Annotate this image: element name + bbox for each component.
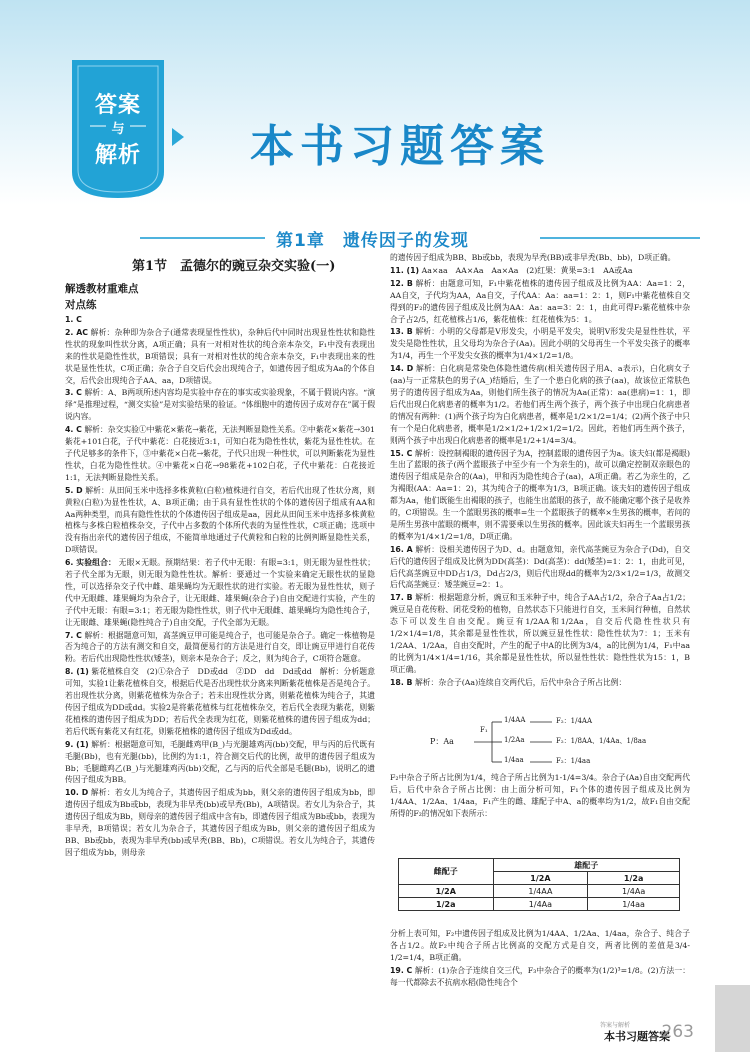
row-2-left: 1/2Aa (504, 736, 525, 744)
answer-text: 解析：根据题意可知，高茎豌豆甲可能是纯合子，也可能是杂合子。确定一株植物是否为纯合子的方法有测交和自交，最简便易行的方法是进行自交，即让豌豆甲进行自花传粉。若后代出现隐性性状(矮茎)，则亲本是杂合子；反之，则为纯合子，C项符合题意。 (65, 630, 376, 664)
answer-item (65, 327, 375, 387)
answer-badge (72, 60, 164, 200)
answer-text: 解析：(1)杂合子连续自交三代，F₃中杂合子的概率为(1/2)³=1/8。(2)方法一：每一代都除去不抗病水稻(隐性纯合个 (390, 965, 690, 987)
answer-number: 3. C (65, 388, 82, 398)
table-corner: 雌配子 (399, 859, 494, 885)
answer-text: 解析：杂交实验①中紫花×紫花→紫花，无法判断显隐性关系。②中紫花×紫花→301紫花+101白花，子代中紫花：白花接近3:1，可知白花为隐性性状，紫花为显性性状。在子代足够多的条件下，③中紫花×白花→紫花，子代只出现一种性状，可以判断紫花为显性性状，白花为隐性性状。④中紫花×白花→98紫花+102白花，子代中紫花：白花接近1:1，无法判断显隐性关系。 (65, 425, 375, 482)
answer-number: 8. (1) (65, 667, 89, 677)
left-answer-column (65, 314, 375, 1019)
answer-item (390, 544, 690, 592)
answer-number: 16. A (390, 544, 413, 554)
answer-number: 7. C (65, 630, 82, 640)
cross-diagram (430, 714, 670, 770)
answer-number: 2. AC (65, 327, 89, 337)
subheading-explain: 解透教材重难点 (65, 283, 139, 295)
gamete-table (398, 858, 680, 911)
answer-number: 4. C (65, 425, 82, 435)
answer-item (65, 314, 375, 326)
table-cell: 1/4AA (493, 885, 588, 898)
row-2-right: F₂：1/8AA、1/4Aa、1/8aa (556, 737, 647, 745)
right-answer-column-2 (390, 772, 690, 852)
badge-line-1: 答案 (94, 93, 141, 118)
answer-text: 解析：小明的父母都是V形发尖，小明是平发尖，说明V形发尖是显性性状，平发尖是隐性性状，且父母均为杂合子(Aa)。因此小明的父母再生一个平发尖孩子的概率为1/4，再生一个平发尖女孩的概率为1/4×1/2=1/8。 (390, 327, 690, 361)
table-cell: 1/4aa (588, 898, 680, 911)
table-male-header: 雄配子 (493, 859, 679, 872)
f1-label: F₁ (480, 726, 488, 734)
page-edge-tab (715, 985, 750, 1052)
answer-item (390, 965, 690, 989)
row-3-right: F₂：1/4aa (556, 757, 591, 765)
row-1-right: F₂：1/4AA (556, 717, 593, 725)
answer-number: 17. B (390, 593, 413, 603)
chapter-title: 第1章 遗传因子的发现 (276, 231, 469, 251)
answer-item (390, 677, 690, 689)
answer-number: 9. (1) (65, 739, 89, 749)
answer-item (65, 666, 375, 737)
table-cell: 1/4Aa (588, 885, 680, 898)
answer-number: 15. C (390, 448, 413, 458)
answer-item (65, 424, 375, 484)
chapter-heading (140, 228, 700, 251)
answer-number: 5. D (65, 485, 83, 495)
right-answer-column (390, 252, 691, 687)
answer-item (390, 448, 690, 543)
answer-text: 解析：由题意可知，F₁中紫花植株的遗传因子组成及比例为AA：Aa=1：2，AA自交，子代均为AA，Aa自交，子代AA：Aa：aa=1：2：1，则F₁中紫花植株自交得到的F₂的遗传因子组成及比例为AA：Aa：aa=3：2：1，由此可得F₂紫花植株中杂合子占2/5，红花植株占1/6，紫花植株：红花植株为5：1。 (390, 278, 690, 324)
answer-text: 解析：杂合子(Aa)连续自交两代后，后代中杂合子所占比例： (414, 677, 627, 687)
badge-line-2: 与 (111, 122, 125, 137)
answer-item (390, 278, 690, 326)
answer-item (390, 772, 690, 820)
footer-small-label: 答案与解析 (599, 1022, 630, 1029)
answer-item (390, 265, 690, 277)
answer-item (65, 387, 375, 423)
answer-text: 解析：设控制褐眼的遗传因子为A，控制蓝眼的遗传因子为a。该夫妇(都是褐眼)生出了蓝眼的孩子(两个蓝眼孩子中至少有一个为亲生的)，故可以确定控制双亲眼色的遗传因子组成是杂合的(Aa)，甲和丙为隐性纯合子(aa)，A项正确。若乙为亲生的，乙为褐眼(AA：Aa=1：2)，其为纯合子的概率为1/3，B项正确。该夫妇的遗传因子组成都为Aa，他们既能生出褐眼的孩子，也能生出蓝眼的孩子，故不能确定哪个孩子是收养的，C项错误。生一个蓝眼男孩的概率=生一个蓝眼孩子的概率×生男孩的概率，若问的是所生男孩中蓝眼的概率，则不需要乘以生男孩的概率。因此该夫妇再生一个蓝眼男孩的概率为1/4×1/2=1/8，D项正确。 (390, 448, 691, 541)
answer-text: 的遗传因子组成为BB、Bb或bb，表现为早秃(BB)或非早秃(Bb、bb)，D项正确。 (390, 253, 676, 262)
answer-item (65, 630, 375, 666)
footer-title: 本书习题答案 (604, 1030, 670, 1043)
answer-number: 6. 实验组合： (65, 558, 117, 568)
row-3-left: 1/4aa (504, 756, 524, 764)
answer-text: 解析：根据题意分析，豌豆和玉米种子中，纯合子AA占1/2，杂合子Aa占1/2；豌豆是自花传粉、闭花受粉的植物，自然状态下只能进行自交，玉米间行种植，自然状态下可以发生自由交配。豌豆有1/2AA和1/2Aa，自交后代隐性性状只有1/2×1/4=1/8，其余都是显性性状，所以豌豆显性性状：隐性性状为7：1；玉米有1/2AA、1/2Aa，自由交配时，产生的配子中A的比例为3/4，a的比例为1/4，F₁中aa的比例为1/4×1/4=1/16，其余都是显性性状，所以显性性状：隐性性状为15：1，B项正确。 (390, 593, 690, 674)
answer-number: 12. B (390, 278, 413, 288)
table-col-header: 1/2A (493, 872, 588, 885)
row-1-left: 1/4AA (504, 716, 526, 724)
answer-text: F₂中杂合子所占比例为1/4，纯合子所占比例为1-1/4=3/4。杂合子(Aa)自由交配两代后，后代中杂合子所占比例：由上面分析可知，F₁个体的遗传因子组成及比例为1/4AA、1/2Aa、1/4aa，F₁产生的雌、雄配子中A、a的概率均为1/2，故F₁自由交配所得的F₂的情况如下表所示： (390, 773, 690, 818)
answer-text: 解析：杂种即为杂合子(通常表现显性性状)，杂种后代中同时出现显性性状和隐性性状的现象叫性状分离，A项正确；具有一对相对性状的纯合亲本杂交，F₁中没有表现出来的性状是隐性性状，B项错误；具有一对相对性状的纯合亲本杂交，F₁中表现出来的性状是显性性状，C项正确；杂合子自交后代会出现纯合子，如遗传因子组成为Aa的个体自交，后代会出现纯合子AA、aa，D项错误。 (65, 327, 376, 385)
answer-number: 11. (1) (390, 265, 420, 275)
badge-line-3: 解析 (94, 143, 141, 168)
table-col-header: 1/2a (588, 872, 680, 885)
table-cell: 1/4Aa (493, 898, 588, 911)
answer-text: 解析：若女儿为纯合子，其遗传因子组成为bb，则父亲的遗传因子组成为bb，即遗传因子组成为Bb或bb，表现为非早秃(bb)或早秃(Bb)，A项错误。若女儿为杂合子，其遗传因子组成为Bb，则母亲的遗传因子组成中含有b，即遗传因子组成为Bb或bb，表现为非早秃，B项错误；若女儿为杂合子，其遗传因子组成为Bb，则父亲的遗传因子组成为BB、Bb或bb，表现为非早秃(bb)或早秃(BB、Bb)，C项错误。若女儿为纯合子，其遗传因子组成为bb，则母亲 (65, 788, 375, 857)
table-row-header: 1/2A (399, 885, 494, 898)
answer-item (65, 787, 375, 858)
answer-item (390, 592, 690, 675)
divider (540, 237, 700, 239)
answer-text: 解析：A、B两项所述内容均是实验中存在的事实或实验现象，不属于假说内容。“演绎”是推理过程，“测交实验”是对实验结果的验证。“体细胞中的遗传因子成对存在”属于假说内容。 (65, 388, 375, 422)
answer-number: 1. C (65, 315, 82, 324)
divider (140, 237, 265, 239)
right-answer-column-3 (390, 928, 690, 1018)
answer-text: 解析：根据题意可知，毛腿雌鸡甲(B_)与光腿雄鸡丙(bb)交配，甲与丙的后代既有毛腿(Bb)，也有光腿(bb)，比例约为1:1，符合测交后代的比例，故甲的遗传因子组成为Bb；毛腿雌鸡乙(B_)与光腿雄鸡丙(bb)交配，乙与丙的后代全部是毛腿(Bb)，说明乙的遗传因子组成为BB。 (65, 739, 376, 785)
table-row-header: 1/2a (399, 898, 494, 911)
subheading-practice: 对点练 (65, 299, 97, 311)
p-label: P：Aa (430, 737, 454, 746)
page-title: 本书习题答案 (250, 121, 550, 172)
table-row (399, 898, 680, 911)
answer-item (390, 252, 690, 264)
answer-item (65, 739, 375, 787)
answer-number: 13. B (390, 327, 413, 337)
answer-item (390, 928, 690, 964)
answer-item (390, 363, 690, 446)
answer-number: 19. C (390, 965, 413, 975)
answer-text: 解析：从田间玉米中选择多株黄粒(白粒)植株进行自交，若后代出现了性状分离，则黄粒(白粒)为显性性状，A、B项正确；由于具有显性性状的个体的遗传因子组成有AA和Aa两种类型，而具有隐性性状的个体遗传因子组成是aa，因此从田间玉米中选择多株黄粒植株与多株白粒植株杂交，子代中占多数的个体所代表的为显性性状，C项正确；选项中没有指出亲代的遗传因子组成，不能简单地通过子代黄粒和白粒的比例判断显隐性关系，D项错误。 (65, 485, 375, 555)
answer-item (390, 326, 690, 362)
answer-number: 18. B (390, 677, 413, 687)
answer-number: 10. D (65, 788, 89, 798)
section-title: 第1节 孟德尔的豌豆杂交实验(一) (132, 259, 336, 274)
answer-text: 紫花植株自交 (2)①杂合子 DD或dd ②DD dd Dd或dd 解析：分析题意可知，实验1让紫花植株自交，根据后代是否出现性状分离来判断紫花植株是否是纯合子。若出现性状分离，则紫花植株为杂合子；若未出现性状分离，则紫花植株为纯合子，其遗传因子组成为DD或dd。实验2是将紫花植株与红花植株杂交，若后代全表现为紫花，则紫花植株的遗传因子组成为DD；若后代全表现为红花，则紫花植株的遗传因子组成为dd；若后代既有紫花又有红花，则紫花植株的遗传因子组成为Dd或dd。 (65, 667, 375, 736)
answer-item (65, 557, 375, 628)
answer-text: 无眼×无眼。预期结果：若子代中无眼：有眼=3:1，则无眼为显性性状；若子代全部为无眼，则无眼为隐性性状。解析：要通过一个实验来确定无眼性状的显隐性，可以选择杂交子代中雌、雄果蝇均为无眼性状的进行实验。若无眼为显性性状，则子代中无眼雌、雄果蝇均为杂合子，让无眼雌、雄果蝇(杂合子)自由交配进行实验，产生的子代中无眼：有眼=3:1；若无眼为隐性性状，则子代中无眼雌、雄果蝇均为隐性纯合子，让无眼雌、雄果蝇(隐性纯合子)自由交配，子代全部为无眼。 (65, 558, 375, 627)
answer-text: 解析：白化病是常染色体隐性遗传病(相关遗传因子用A、a表示)，白化病女子(aa)与一正常肤色的男子(A_)结婚后，生了一个患白化病的孩子(aa)，故该位正常肤色男子的遗传因子组成为Aa，则他们所生孩子的情况为Aa(正常)：aa(患病)=1：1，即后代出现白化病患者的概率为1/2。若他们再生两个孩子，两个孩子中出现白化病患者的情况有两种：(1)两个孩子均为白化病患者，概率是1/2×1/2=1/4；(2)两个孩子中只有一个是白化病患者，概率是1/2×1/2+1/2×1/2=1/2。因此，若他们再生两个孩子，则两个孩子中出现白化病患者的概率是1/2+1/4=3/4。 (390, 364, 691, 445)
answer-text: 解析：设相关遗传因子为D、d。由题意知，亲代高茎豌豆为杂合子(Dd)，自交后代的遗传因子组成及比例为DD(高茎)：Dd(高茎)：dd(矮茎)=1：2：1，由此可见，后代高茎豌豆中DD占1/3，Dd占2/3，则后代出现dd的概率为2/3×1/2=1/3，故测交后代高茎豌豆：矮茎豌豆=2：1。 (390, 544, 691, 590)
answer-text: 分析上表可知，F₂中遗传因子组成及比例为1/4AA、1/2Aa、1/4aa，杂合子、纯合子各占1/2。故F₂中纯合子所占比例高的交配方式是自交，两者比例的差值是3/4-1/2=1/4，B项正确。 (390, 929, 690, 962)
answer-item (65, 485, 375, 556)
triangle-arrow-icon (172, 128, 184, 146)
answer-number: 14. D (390, 364, 414, 374)
table-row (399, 885, 680, 898)
page-number: 263 (661, 1022, 694, 1042)
answer-text: Aa×aa AA×Aa Aa×Aa (2)红果：黄果=3:1 AA或Aa (421, 265, 633, 275)
